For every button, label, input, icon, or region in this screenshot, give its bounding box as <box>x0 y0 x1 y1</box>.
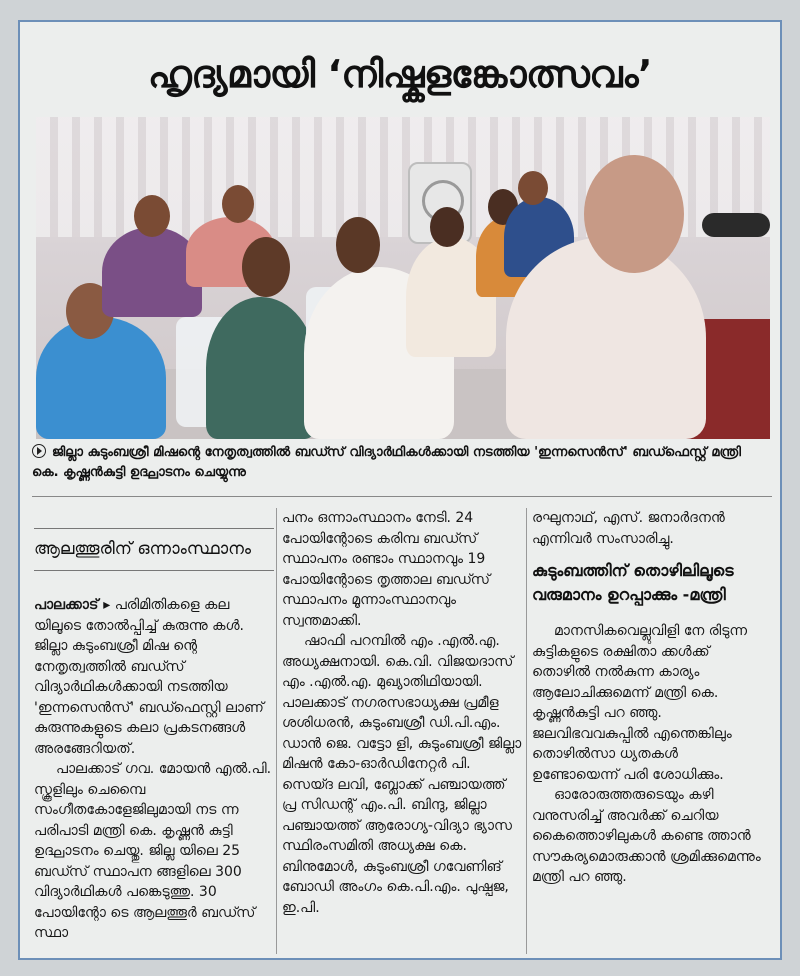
article-paragraph: ഷാഫി പറമ്പിൽ എം .എൽ.എ. അധ്യക്ഷനായി. കെ.വി. വിജയദാസ് എം .എൽ.എ. മുഖ്യാതിഥിയായി. പാലക്കാട് നഗരസഭാധ്യക്ഷ പ്രമീള ശശിധരൻ, കുടുംബശ്രീ ഡി.പി.എം. ഡാൻ ജെ. വട്ടോ ളി, കുടുംബശ്രീ ജില്ലാ മിഷൻ കോ-ഓർഡിനേറ്റർ പി. സെയ്ദ ലവി, ബ്ലോക്ക് പഞ്ചായത്ത് പ്ര സിഡന്റ് എം.പി. ബിന്ദു, ജില്ലാ പഞ്ചായത്ത് ആരോഗ്യ-വിദ്യാ ഭ്യാസ സ്ഥിരംസമിതി അധ്യക്ഷ കെ. ബിനുമോൾ, കുടുംബശ്രീ ഗവേണിങ് ബോഡി അംഗം കെ.പി.എം. പുഷ്പജ, ഇ.പി. <box>282 633 522 916</box>
article-paragraph: പനം ഒന്നാംസ്ഥാനം നേടി. 24 പോയിന്റോടെ കരിമ്പ ബഡ്സ് സ്ഥാപനം രണ്ടാം സ്ഥാനവും 19 പോയിന്റോടെ തൃത്താല ബഡ്സ് സ്ഥാപനം മൂന്നാംസ്ഥാനവും സ്വന്തമാക്കി. <box>282 510 490 629</box>
paragraph-text: പരിമിതികളെ കല യിലൂടെ തോൽപ്പിച്ച് കുരുന്നു കൾ. ജില്ലാ കുടുംബശ്രീ മിഷ ന്റെ നേതൃത്വത്തിൽ ബഡ്സ് വിദ്യാർഥികൾക്കായി നടത്തിയ 'ഇന്നസെൻസ്' ബഡ്ഫെസ്റ്റി ലാണ് കുരുന്നുകളുടെ കലാ പ്രകടനങ്ങൾ അരങ്ങേറിയത്. <box>34 597 264 757</box>
column-divider <box>276 508 277 954</box>
play-icon <box>32 444 46 458</box>
article-subhead-2: കുടുംബത്തിന് തൊഴിലിലൂടെ വരുമാനം ഉറപ്പാക്കും -മന്ത്രി <box>532 561 734 604</box>
article-column-1 <box>34 508 274 944</box>
article-paragraph: മാനസികവെല്ലുവിളി നേ രിടുന്ന കുട്ടികളുടെ രക്ഷിതാ ക്കൾക്ക് തൊഴിൽ നൽകുന്ന കാര്യം ആലോചിക്കുമെന്ന് മന്ത്രി കെ. കൃഷ്ണൻകുട്ടി പറ ഞ്ഞു. ജലവിഭവവകുപ്പിൽ എന്തെങ്കിലും തൊഴിൽസാ ധ്യതകൾ ഉണ്ടോയെന്ന് പരി ശോധിക്കും. <box>532 623 748 783</box>
article-subhead: ആലത്തൂരിന് ഒന്നാംസ്ഥാനം <box>34 528 274 571</box>
person-head <box>222 185 254 223</box>
photo-caption <box>32 442 772 496</box>
caption-divider <box>32 496 772 497</box>
caption-text: ജില്ലാ കുടുംബശ്രീ മിഷന്റെ നേതൃത്വത്തിൽ ബഡ്സ് വിദ്യാർഥികൾക്കായി നടത്തിയ 'ഇന്നസെൻസ്' ബഡ്ഫെസ്റ്റ് മന്ത്രി കെ. കൃഷ്ണൻകുട്ടി ഉദ്ഘാടനം ചെയ്യുന്നു <box>32 445 741 480</box>
person-head <box>134 195 170 237</box>
article-column-2 <box>282 508 522 918</box>
article-paragraph <box>34 595 274 759</box>
column-divider <box>526 508 527 954</box>
microphone-icon <box>702 213 770 237</box>
person-head <box>242 237 290 297</box>
event-photo <box>36 117 770 439</box>
person-head <box>584 155 684 273</box>
person-speaker <box>506 237 706 439</box>
person-head <box>518 171 548 205</box>
headline: ഹൃദ്യമായി ‘നിഷ്കളങ്കോത്സവം’ <box>148 52 652 96</box>
article-column-3 <box>532 508 768 888</box>
dateline: പാലക്കാട് ▸ <box>34 597 111 613</box>
person-head <box>336 217 380 273</box>
article-paragraph: പാലക്കാട് ഗവ. മോയൻ എൽ.പി. സ്കൂളിലും ചെമ്പൈ സംഗീതകോളേജിലുമായി നട ന്ന പരിപാടി മന്ത്രി കെ. കൃഷ്ണൻ കുട്ടി ഉദ്ഘാടനം ചെയ്തു. ജില്ല യിലെ 25 ബഡ്സ് സ്ഥാപന ങ്ങളിലെ 300 വിദ്യാർഥികൾ പങ്കെടുത്തു. 30 പോയിന്റോ ടെ ആലത്തൂർ ബഡ്സ് സ്ഥാ <box>34 761 272 941</box>
article-paragraph: ഓരോരുത്തരുടെയും കഴി വനുസരിച്ച് അവർക്ക് ചെറിയ കൈത്തൊഴിലുകൾ കണ്ടെ ത്താൻ സൗകര്യമൊരുക്കാൻ ശ്രമിക്കുമെന്നും മന്ത്രി പറ ഞ്ഞു. <box>532 787 761 885</box>
newspaper-clipping <box>18 20 782 960</box>
person-man-green <box>206 297 316 439</box>
article-paragraph: രഘുനാഥ്, എസ്. ജനാർദനൻ എന്നിവർ സംസാരിച്ചു. <box>532 510 725 547</box>
person-head <box>430 207 464 247</box>
